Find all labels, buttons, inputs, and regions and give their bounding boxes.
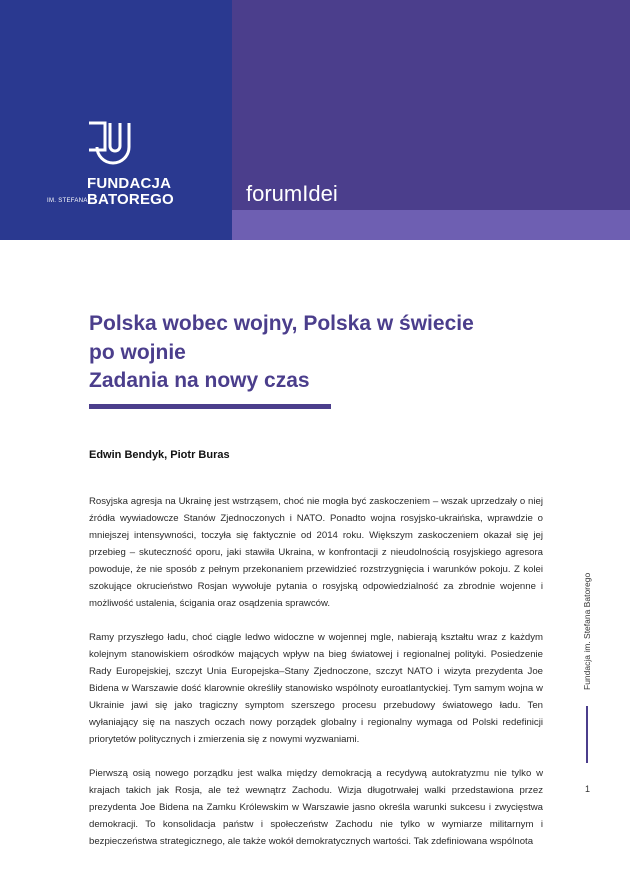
foundation-logo-icon [86,120,132,166]
authors: Edwin Bendyk, Piotr Buras [89,449,230,461]
title-underline [89,404,331,409]
sidebar-foundation-name: Fundacja im. Stefana Batorego [582,572,592,690]
page-number: 1 [585,784,591,794]
paragraph-2: Ramy przyszłego ładu, choć ciągle ledwo widoczne w wojennej mgle, nabierają kształtu wraz z każdym kolejnym stanowiskiem ośrodków mających wpływ na bieg światowej i regionalnej polityki. Posiedzenie Rady Europejskiej, szczyt Unia Europejska–Stany Zjednoczone, szczyt NATO i wizyta prezydenta Joe Bidena w Warszawie dość klarownie określiły stanowisko wspólnoty euroatlantyckiej. Tym samym wojna w Ukrainie jawi się jako tragiczny symptom szerszego procesu przebudowy światowego ładu. Ten wyłaniający się na naszych oczach nowy porządek globalny i regionalny wymaga od Polski redefinicji priorytetów politycznych i zmierzenia się z nowymi wyzwaniami. [89,632,543,745]
title-line-2: po wojnie [89,340,186,364]
document-title [89,310,539,396]
title-line-3: Zadania na nowy czas [89,369,310,392]
title-line-1: Polska wobec wojny, Polska w świecie [89,312,474,335]
header-band [232,210,630,240]
paragraph-1: Rosyjska agresja na Ukrainę jest wstrząsem, choć nie mogła być zaskoczeniem – wszak uprzedzały o niej źródła wywiadowcze Stanów Zjednoczonych i NATO. Ponadto wojna rosyjsko-ukraińska, wprawdzie o mniejszej intensywności, toczyła się faktycznie od 2014 roku. Większym zaskoczeniem okazał się jej przebieg – skuteczność oporu, jaki stawiła Ukraina, w konfrontacji z nieudolnością rosyjskiego agresora powoduje, że nie sposób z pełnym przekonaniem przewidzieć rozstrzygnięcia i warunków pokoju. Z kolei szokujące okrucieństwo Rosjan wywołuje pytania o rosyjską odpowiedzialność za zbrodnie wojenne i możliwość ustalenia, ścigania oraz osądzenia sprawców. [89,496,543,609]
logo-text-line2: BATOREGO [87,191,174,208]
paragraph-3: Pierwszą osią nowego porządku jest walka między demokracją a recydywą autokratyzmu nie tylko w krajach takich jak Rosja, ale też wewnątrz Zachodu. Wizja długotrwałej walki przedstawiona przez prezydenta Joe Bidena na Zamku Królewskim w Warszawie jasno określa warunki sukcesu i zwycięstwa demokracji. To konsolidacja państw i społeczeństw Zachodu nie tylko w wymiarze militarnym i bezpieczeństwa strategicznego, ale także wokół demokratycznych wartości. Tak zdefiniowana wspólnota [89,768,543,847]
series-name: forumIdei [246,181,338,206]
body-text [89,493,543,867]
logo-subtitle: IM. STEFANA [47,198,88,204]
logo-text-line1: FUNDACJA [87,175,172,192]
header-series-panel [232,0,630,210]
sidebar-rule [586,706,588,763]
